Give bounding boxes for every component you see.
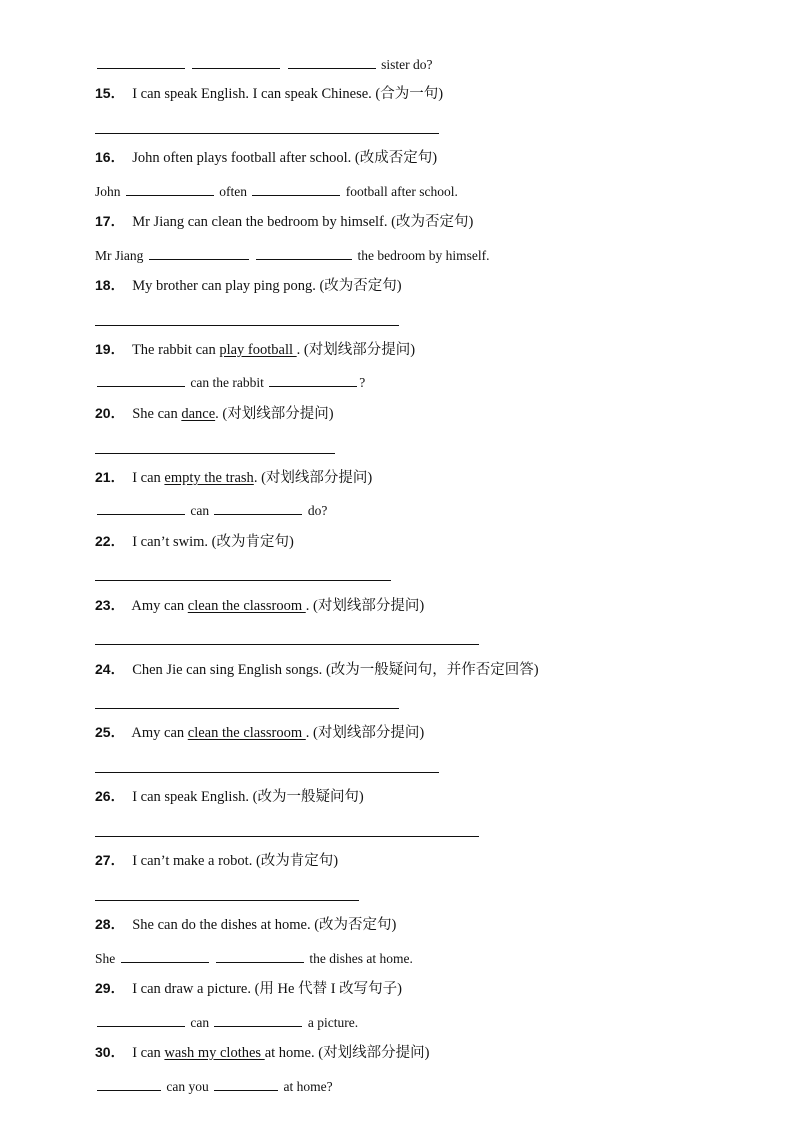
answer-text: a picture. (307, 1015, 359, 1030)
blank[interactable] (192, 55, 280, 69)
underlined-phrase: play football (219, 342, 297, 358)
question-number: 30． (95, 1044, 125, 1060)
instruction: (改为否定句) (319, 278, 402, 294)
answer-text: John (95, 184, 121, 199)
instruction: (对划线部分提问) (261, 470, 373, 486)
answer-line-17 (95, 246, 489, 265)
question-text: I can speak English. I can speak Chinese. (132, 86, 372, 102)
question-number: 16． (95, 149, 125, 165)
answer-text: can the rabbit (190, 375, 264, 390)
question-number: 20． (95, 405, 125, 421)
underlined-phrase: clean the classroom (187, 598, 306, 614)
question-number: 22． (95, 533, 125, 549)
question-text: . (305, 725, 310, 741)
question-text: She can (132, 406, 182, 422)
question-number: 26． (95, 788, 125, 804)
blank[interactable] (214, 1013, 302, 1027)
question-text: . (253, 470, 258, 486)
instruction: (改为一般疑问句) (252, 789, 364, 805)
blank[interactable] (97, 1013, 185, 1027)
instruction: (改为一般疑问句，并作否定回答) (325, 662, 539, 678)
question-22 (95, 532, 294, 551)
blank[interactable] (121, 949, 209, 963)
question-number: 28． (95, 916, 125, 932)
blank[interactable] (269, 373, 357, 387)
answer-line-top (95, 55, 433, 74)
blank[interactable] (97, 55, 185, 69)
question-number: 21． (95, 469, 125, 485)
question-number: 25． (95, 724, 125, 740)
answer-line-29 (95, 1013, 358, 1032)
answer-text: the bedroom by himself. (357, 248, 490, 263)
question-text: The rabbit can (131, 342, 220, 358)
question-19 (95, 340, 415, 359)
blank[interactable] (97, 1077, 161, 1091)
answer-text: She (95, 951, 116, 966)
answer-text: sister do? (381, 57, 433, 72)
question-text: I can (132, 1045, 165, 1061)
question-number: 23． (95, 597, 125, 613)
instruction: (改为否定句) (391, 214, 474, 230)
blank[interactable] (214, 1077, 278, 1091)
question-text: . (215, 406, 219, 422)
question-text: I can’t make a robot. (132, 853, 253, 869)
answer-line-28 (95, 949, 413, 968)
answer-text: can (190, 503, 210, 518)
question-18 (95, 276, 402, 295)
answer-text: can (190, 1015, 210, 1030)
underlined-phrase: empty the trash (164, 470, 254, 486)
question-30 (95, 1043, 429, 1062)
question-number: 17． (95, 213, 125, 229)
underlined-phrase: dance (181, 406, 216, 422)
answer-line-22[interactable] (95, 580, 391, 581)
question-16 (95, 148, 437, 167)
question-24 (95, 660, 539, 679)
answer-text: often (219, 184, 248, 199)
question-number: 27． (95, 852, 125, 868)
question-20 (95, 404, 334, 423)
blank[interactable] (256, 246, 352, 260)
instruction: (用 He 代替 I 改写句子) (254, 981, 402, 997)
answer-line-26[interactable] (95, 836, 479, 837)
question-27 (95, 851, 338, 870)
question-17 (95, 212, 473, 231)
instruction: (对划线部分提问) (313, 725, 425, 741)
question-text: She can do the dishes at home. (132, 917, 311, 933)
question-number: 15． (95, 85, 125, 101)
instruction: (改为肯定句) (255, 853, 339, 869)
question-text: My brother can play ping pong. (132, 278, 316, 294)
question-23 (95, 596, 424, 615)
question-text: Amy can (131, 598, 188, 614)
blank[interactable] (214, 501, 302, 515)
blank[interactable] (97, 373, 185, 387)
answer-line-19 (95, 373, 365, 392)
question-28 (95, 915, 396, 934)
blank[interactable] (288, 55, 376, 69)
instruction: (合为一句) (375, 86, 444, 102)
answer-text: do? (307, 503, 328, 518)
question-text: Mr Jiang can clean the bedroom by himself. (132, 214, 388, 230)
answer-text: Mr Jiang (95, 248, 144, 263)
question-text: Chen Jie can sing English songs. (132, 662, 323, 678)
question-number: 18． (95, 277, 125, 293)
question-25 (95, 723, 424, 742)
question-number: 19． (95, 341, 125, 357)
answer-text: football after school. (345, 184, 458, 199)
answer-text: can you (166, 1079, 209, 1094)
underlined-phrase: clean the classroom (187, 725, 306, 741)
question-29 (95, 979, 402, 998)
question-21 (95, 468, 372, 487)
instruction: (改为否定句) (314, 917, 397, 933)
answer-line-15[interactable] (95, 133, 439, 134)
blank[interactable] (216, 949, 304, 963)
question-text: . (305, 598, 310, 614)
answer-line-25[interactable] (95, 772, 439, 773)
answer-text: the dishes at home. (309, 951, 413, 966)
blank[interactable] (126, 182, 214, 196)
answer-line-30 (95, 1077, 333, 1096)
blank[interactable] (252, 182, 340, 196)
question-text: Amy can (131, 725, 188, 741)
instruction: (对划线部分提问) (313, 598, 425, 614)
question-text: I can’t swim. (132, 534, 209, 550)
question-number: 29． (95, 980, 125, 996)
answer-line-24[interactable] (95, 708, 399, 709)
question-text: John often plays football after school. (132, 150, 352, 166)
answer-text: ? (359, 375, 366, 390)
instruction: (对划线部分提问) (303, 342, 416, 358)
answer-line-23[interactable] (95, 644, 479, 645)
question-text: . (296, 342, 301, 358)
question-text: I can draw a picture. (132, 981, 251, 997)
question-text: I can speak English. (132, 789, 249, 805)
question-15 (95, 84, 443, 103)
blank[interactable] (149, 246, 249, 260)
instruction: (改成否定句) (354, 150, 438, 166)
answer-line-18[interactable] (95, 325, 399, 326)
answer-line-16 (95, 182, 458, 201)
instruction: (改为肯定句) (211, 534, 294, 550)
question-26 (95, 787, 364, 806)
answer-line-21 (95, 501, 327, 520)
answer-line-20[interactable] (95, 453, 335, 454)
question-text: at home. (264, 1045, 315, 1061)
question-text: I can (132, 470, 165, 486)
answer-text: at home? (283, 1079, 333, 1094)
answer-line-27[interactable] (95, 900, 359, 901)
instruction: (对划线部分提问) (318, 1045, 430, 1061)
underlined-phrase: wash my clothes (164, 1045, 265, 1061)
blank[interactable] (97, 501, 185, 515)
question-number: 24． (95, 661, 125, 677)
instruction: (对划线部分提问) (222, 406, 334, 422)
